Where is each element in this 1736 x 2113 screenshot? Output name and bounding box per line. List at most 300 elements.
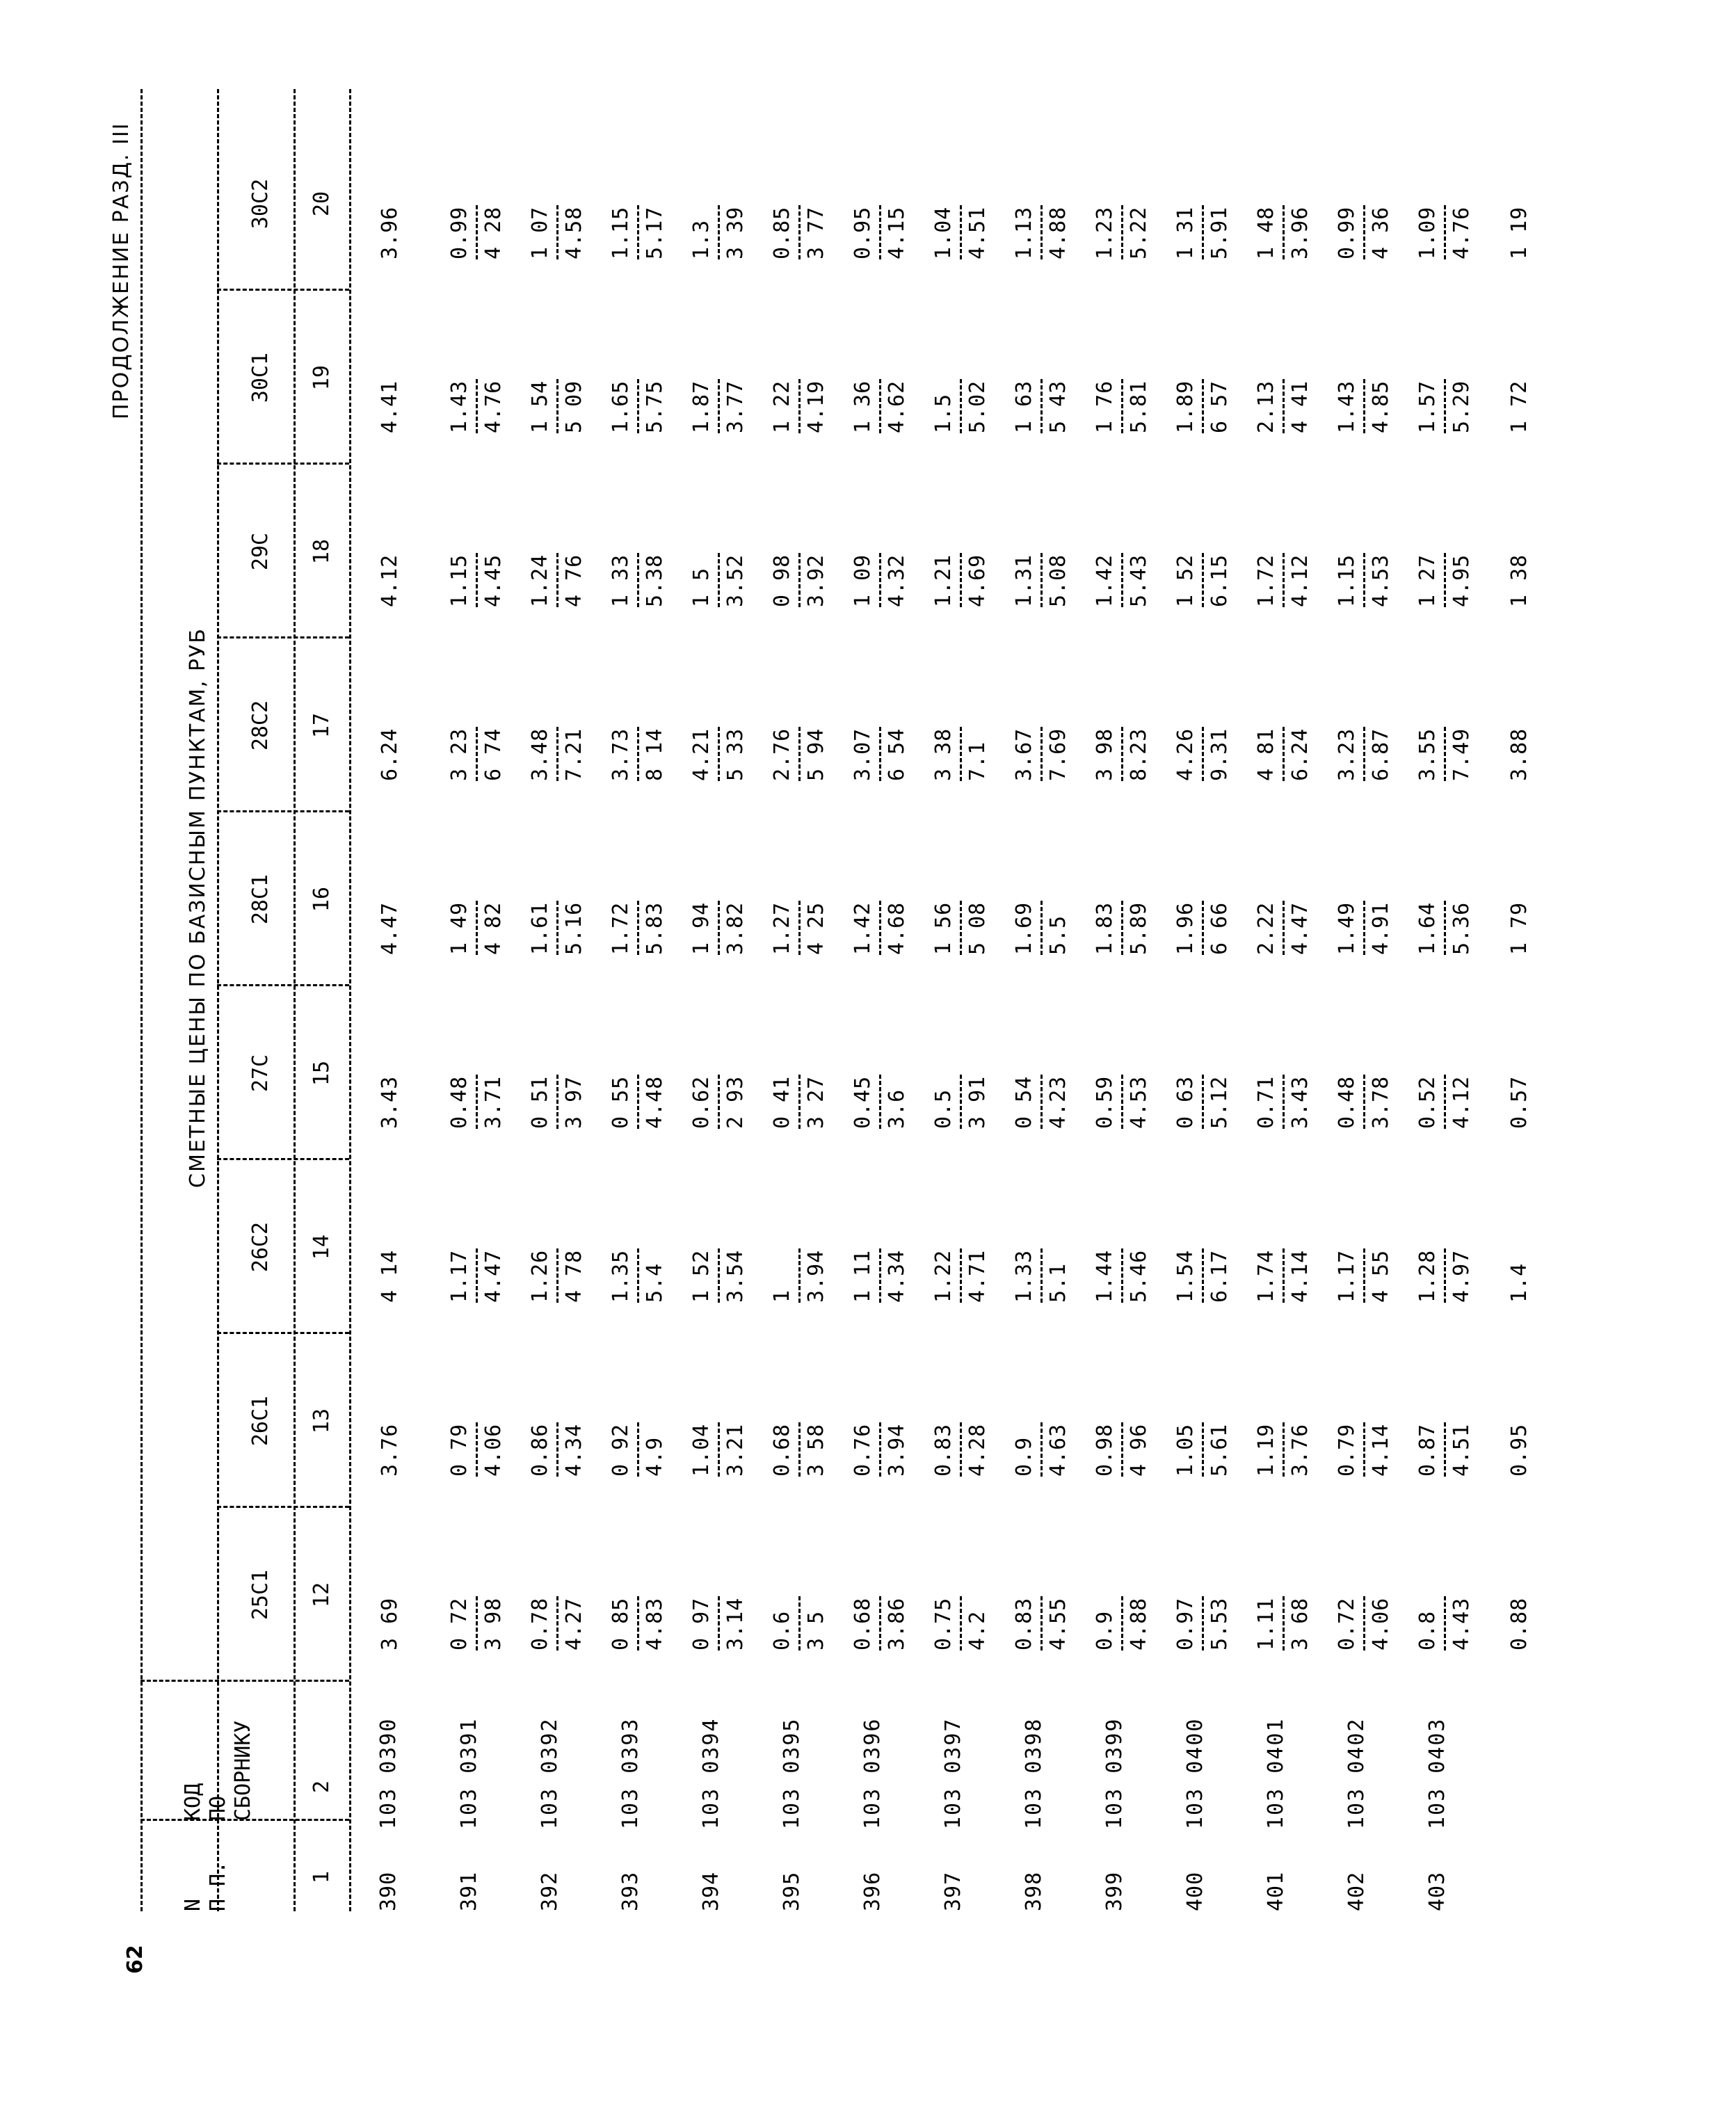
price-value: 0.57: [1507, 1075, 1532, 1129]
price-cell: [448, 1567, 506, 1650]
price-cell: [1508, 1045, 1532, 1129]
value-separator: [1363, 1596, 1365, 1650]
price-value: 0.68: [851, 1597, 875, 1650]
price-value: 1.33: [1012, 1249, 1036, 1303]
price-cell: [1508, 350, 1532, 433]
price-cell: [1508, 871, 1532, 955]
price-value: 0.85: [770, 206, 794, 259]
price-cell: [609, 1393, 667, 1477]
price-value: 4 36: [1369, 206, 1393, 259]
value-separator: [476, 901, 478, 955]
header-rule-top: [140, 89, 143, 1911]
value-separator: [556, 1075, 558, 1129]
price-value: 4.53: [1369, 554, 1393, 607]
value-separator: [1040, 379, 1043, 433]
value-separator: [1202, 1422, 1204, 1477]
price-value: 5.81: [1127, 380, 1151, 433]
price-cell: [1416, 1045, 1474, 1129]
value-separator: [1121, 1596, 1123, 1650]
value-separator: [960, 1248, 962, 1303]
value-separator: [1283, 901, 1285, 955]
value-separator: [718, 1422, 720, 1477]
value-separator: [476, 1422, 478, 1477]
row-code: 103 0399: [1102, 1717, 1127, 1829]
value-separator: [637, 205, 639, 259]
value-separator: [1121, 1248, 1123, 1303]
value-separator: [879, 553, 881, 607]
price-cell: [1093, 1219, 1151, 1303]
column-header: 30С1: [248, 352, 273, 403]
value-separator: [1202, 205, 1204, 259]
price-cell: [932, 176, 990, 259]
price-cell: [932, 350, 990, 433]
price-value: 1.05: [1173, 1423, 1198, 1477]
price-value: 1.19: [1254, 1423, 1278, 1477]
price-value: 4.43: [1449, 1597, 1474, 1650]
price-cell: [851, 1393, 909, 1477]
price-value: 4 55: [1369, 1249, 1393, 1303]
price-value: 3 69: [378, 1597, 402, 1650]
price-value: 6.87: [1369, 728, 1393, 781]
price-value: 4 41: [1288, 380, 1312, 433]
value-separator: [1444, 1248, 1446, 1303]
price-value: 1.74: [1254, 1249, 1278, 1303]
value-separator: [798, 1248, 801, 1303]
value-separator: [476, 1075, 478, 1129]
price-value: 6 54: [885, 728, 909, 781]
price-value: 0 97: [689, 1597, 714, 1650]
price-value: 0 72: [447, 1597, 472, 1650]
price-value: 4.48: [643, 1075, 667, 1129]
value-separator: [879, 901, 881, 955]
price-cell: [690, 1045, 748, 1129]
price-value: 1.23: [1093, 206, 1117, 259]
price-value: 0.95: [1507, 1423, 1532, 1477]
price-value: 5.38: [643, 554, 667, 607]
value-separator: [637, 1075, 639, 1129]
price-value: 3.67: [1012, 728, 1036, 781]
price-value: 4.27: [562, 1597, 586, 1650]
price-value: 4.19: [804, 380, 828, 433]
price-value: 2.76: [770, 728, 794, 781]
price-value: 1.31: [1012, 554, 1036, 607]
price-value: 0.59: [1093, 1075, 1117, 1129]
price-cell: [851, 350, 909, 433]
price-value: 4.06: [481, 1423, 506, 1477]
row-number: 393: [618, 1871, 643, 1911]
value-separator: [1444, 1596, 1446, 1650]
price-value: 1.09: [1415, 206, 1440, 259]
value-separator: [556, 553, 558, 607]
price-value: 0.75: [931, 1597, 956, 1650]
price-value: 3 77: [804, 206, 828, 259]
price-value: 5.36: [1449, 901, 1474, 955]
continuation-title: ПРОДОЛЖЕНИЕ РАЗД. III: [109, 122, 134, 419]
price-value: 0 79: [447, 1423, 472, 1477]
price-cell: [1013, 524, 1070, 607]
price-cell: [609, 524, 667, 607]
value-separator: [1040, 553, 1043, 607]
value-separator: [1283, 205, 1285, 259]
value-separator: [476, 1248, 478, 1303]
price-value: 5.83: [643, 901, 667, 955]
price-cell: [1508, 1567, 1532, 1650]
price-value: 4.21: [689, 728, 714, 781]
value-separator: [960, 901, 962, 955]
price-value: 3 58: [804, 1423, 828, 1477]
price-value: 1.15: [447, 554, 472, 607]
price-cell: [1508, 698, 1532, 781]
value-separator: [1040, 901, 1043, 955]
price-value: 1.49: [1335, 901, 1359, 955]
price-value: 5.29: [1449, 380, 1474, 433]
value-separator: [798, 1075, 801, 1129]
price-value: 4.55: [1046, 1597, 1070, 1650]
price-value: 3.96: [1288, 206, 1312, 259]
price-cell: [932, 871, 990, 955]
row-code: 103 0398: [1022, 1717, 1046, 1829]
price-value: 1 63: [1012, 380, 1036, 433]
price-cell: [771, 1567, 828, 1650]
column-header: 27С: [248, 1054, 273, 1093]
price-value: 5.5: [1046, 915, 1070, 955]
price-value: 4 82: [481, 901, 506, 955]
row-code: 103 0397: [941, 1717, 965, 1829]
price-value: 3.88: [1507, 728, 1532, 781]
row-number: 391: [457, 1871, 481, 1911]
price-value: 4.88: [1127, 1597, 1151, 1650]
table-title: СМЕТНЫЕ ЦЕНЫ ПО БАЗИСНЫМ ПУНКТАМ, РУБ: [186, 627, 210, 1188]
price-cell: [529, 350, 586, 433]
value-separator: [1121, 1075, 1123, 1129]
price-value: 1.96: [1173, 901, 1198, 955]
value-separator: [798, 1422, 801, 1477]
price-value: 3.52: [723, 554, 748, 607]
price-cell: [690, 698, 748, 781]
row-number: 398: [1022, 1871, 1046, 1911]
price-value: 4 78: [562, 1249, 586, 1303]
price-value: 1.5: [931, 393, 956, 433]
price-value: 1.83: [1093, 901, 1117, 955]
price-cell: [609, 1567, 667, 1650]
value-separator: [879, 1596, 881, 1650]
price-value: 4.51: [1449, 1423, 1474, 1477]
price-cell: [378, 524, 402, 607]
price-value: 0 51: [528, 1075, 552, 1129]
value-separator: [798, 1596, 801, 1650]
price-cell: [609, 350, 667, 433]
price-value: 3 98: [481, 1597, 506, 1650]
price-value: 4.06: [1369, 1597, 1393, 1650]
price-value: 4 76: [562, 554, 586, 607]
value-separator: [637, 1248, 639, 1303]
value-separator: [879, 379, 881, 433]
price-cell: [529, 176, 586, 259]
price-cell: [690, 524, 748, 607]
value-separator: [879, 1422, 881, 1477]
price-value: 0 63: [1173, 1075, 1198, 1129]
column-number: 13: [310, 1408, 334, 1434]
price-cell: [690, 176, 748, 259]
price-value: 0.83: [1012, 1597, 1036, 1650]
price-cell: [851, 1567, 909, 1650]
price-cell: [529, 1219, 586, 1303]
price-value: 0.62: [689, 1075, 714, 1129]
price-cell: [448, 698, 506, 781]
price-value: 4 96: [1127, 1423, 1151, 1477]
price-value: 1 54: [528, 380, 552, 433]
price-cell: [1093, 871, 1151, 955]
price-cell: [1508, 1219, 1532, 1303]
value-separator: [1121, 901, 1123, 955]
value-separator: [556, 379, 558, 433]
price-value: 0 41: [770, 1075, 794, 1129]
value-separator: [1202, 1075, 1204, 1129]
price-value: 4.41: [378, 380, 402, 433]
price-value: 4.47: [378, 901, 402, 955]
price-value: 7.69: [1046, 728, 1070, 781]
price-cell: [690, 871, 748, 955]
price-cell: [1335, 1393, 1393, 1477]
price-value: 4.2: [965, 1610, 990, 1650]
price-cell: [1416, 176, 1474, 259]
price-value: 3.73: [609, 728, 633, 781]
price-cell: [378, 1567, 402, 1650]
price-value: 6.24: [1288, 728, 1312, 781]
price-cell: [1255, 350, 1312, 433]
column-number: 16: [310, 886, 334, 913]
price-value: 1.24: [528, 554, 552, 607]
price-value: 4.34: [562, 1423, 586, 1477]
value-separator: [1363, 1075, 1365, 1129]
column-number: 12: [310, 1582, 334, 1608]
value-separator: [960, 205, 962, 259]
price-value: 0.87: [1415, 1423, 1440, 1477]
price-value: 1 52: [1173, 554, 1198, 607]
value-separator: [556, 901, 558, 955]
price-cell: [448, 1045, 506, 1129]
price-cell: [529, 698, 586, 781]
price-cell: [771, 698, 828, 781]
column-number: 18: [310, 538, 334, 565]
price-value: 4 14: [378, 1249, 402, 1303]
price-value: 1 31: [1173, 206, 1198, 259]
price-value: 0.9: [1012, 1436, 1036, 1477]
value-separator: [556, 1422, 558, 1477]
price-value: 4.95: [1449, 554, 1474, 607]
price-value: 5.89: [1127, 901, 1151, 955]
price-value: 5 33: [723, 728, 748, 781]
value-separator: [1202, 553, 1204, 607]
price-value: 5.16: [562, 901, 586, 955]
price-value: 0.72: [1335, 1597, 1359, 1650]
price-value: 4.23: [1046, 1075, 1070, 1129]
price-cell: [1255, 1567, 1312, 1650]
price-cell: [1416, 1393, 1474, 1477]
value-separator: [960, 1422, 962, 1477]
value-separator: [1202, 379, 1204, 433]
price-value: 4 81: [1254, 728, 1278, 781]
price-value: 5.91: [1207, 206, 1232, 259]
column-number: 17: [310, 712, 334, 739]
price-cell: [1508, 176, 1532, 259]
row-code: 103 0395: [780, 1717, 804, 1829]
price-value: 3.94: [804, 1249, 828, 1303]
price-value: 4.62: [885, 380, 909, 433]
price-cell: [1093, 524, 1151, 607]
price-cell: [771, 1045, 828, 1129]
price-value: 0.48: [1335, 1075, 1359, 1129]
price-value: 0.98: [1093, 1423, 1117, 1477]
value-separator: [1040, 1248, 1043, 1303]
row-code: 103 0402: [1344, 1717, 1369, 1829]
value-separator: [798, 553, 801, 607]
price-value: 5.75: [643, 380, 667, 433]
price-cell: [771, 176, 828, 259]
price-value: 1.21: [931, 554, 956, 607]
price-value: 1.65: [609, 380, 633, 433]
price-value: 3.76: [1288, 1423, 1312, 1477]
price-cell: [1174, 176, 1232, 259]
row-code: 103 0393: [618, 1717, 643, 1829]
price-value: 6.15: [1207, 554, 1232, 607]
price-value: 1 33: [609, 554, 633, 607]
value-separator: [960, 379, 962, 433]
value-separator: [718, 901, 720, 955]
price-cell: [1255, 698, 1312, 781]
price-value: 3.96: [378, 206, 402, 259]
price-value: 1.13: [1012, 206, 1036, 259]
price-value: 1.44: [1093, 1249, 1117, 1303]
row-number: 400: [1183, 1871, 1207, 1911]
price-value: 1.28: [1415, 1249, 1440, 1303]
price-value: 4.88: [1046, 206, 1070, 259]
price-value: 0.9: [1093, 1610, 1117, 1650]
price-value: 2.22: [1254, 901, 1278, 955]
value-separator: [556, 1596, 558, 1650]
price-value: 0.6: [770, 1610, 794, 1650]
price-value: 5 43: [1046, 380, 1070, 433]
price-cell: [851, 698, 909, 781]
price-value: 0.88: [1507, 1597, 1532, 1650]
price-value: 4.47: [481, 1249, 506, 1303]
price-value: 1 79: [1507, 901, 1532, 955]
price-value: 1.69: [1012, 901, 1036, 955]
price-cell: [1416, 350, 1474, 433]
price-cell: [1255, 524, 1312, 607]
value-separator: [476, 379, 478, 433]
value-separator: [1283, 1422, 1285, 1477]
value-separator: [1363, 1422, 1365, 1477]
price-value: 1 27: [1415, 554, 1440, 607]
value-separator: [798, 379, 801, 433]
price-value: 4.12: [1288, 554, 1312, 607]
price-value: 4.9: [643, 1436, 667, 1477]
price-cell: [851, 1045, 909, 1129]
price-value: 1.27: [770, 901, 794, 955]
value-separator: [960, 1075, 962, 1129]
price-cell: [1013, 871, 1070, 955]
price-cell: [771, 871, 828, 955]
price-value: 1 94: [689, 901, 714, 955]
price-cell: [378, 350, 402, 433]
price-value: 1.87: [689, 380, 714, 433]
price-value: 4.71: [965, 1249, 990, 1303]
price-cell: [851, 1219, 909, 1303]
price-value: 1.15: [609, 206, 633, 259]
price-cell: [448, 524, 506, 607]
price-cell: [1013, 1045, 1070, 1129]
price-cell: [1416, 698, 1474, 781]
price-value: 1.11: [1254, 1597, 1278, 1650]
value-separator: [1363, 379, 1365, 433]
value-separator: [637, 553, 639, 607]
price-cell: [1093, 1567, 1151, 1650]
price-value: 1.42: [851, 901, 875, 955]
value-separator: [1040, 205, 1043, 259]
price-value: 1 5: [689, 567, 714, 607]
price-cell: [1335, 871, 1393, 955]
price-value: 1 52: [689, 1249, 714, 1303]
value-separator: [1202, 901, 1204, 955]
price-value: 5.12: [1207, 1075, 1232, 1129]
price-value: 2 93: [723, 1075, 748, 1129]
price-value: 3.94: [885, 1423, 909, 1477]
value-separator: [637, 901, 639, 955]
price-value: 7.49: [1449, 728, 1474, 781]
value-separator: [1283, 379, 1285, 433]
price-cell: [609, 1045, 667, 1129]
value-separator: [1121, 553, 1123, 607]
price-value: 8 14: [643, 728, 667, 781]
price-value: 5.61: [1207, 1423, 1232, 1477]
price-cell: [1174, 1393, 1232, 1477]
value-separator: [1444, 1422, 1446, 1477]
column-number: 14: [310, 1234, 334, 1260]
price-cell: [690, 1219, 748, 1303]
price-value: 1.43: [447, 380, 472, 433]
price-cell: [1013, 176, 1070, 259]
column-header: 26С1: [248, 1395, 273, 1447]
price-value: 7.1: [965, 741, 990, 781]
header-n-pp: N П П.: [181, 1861, 230, 1911]
value-separator: [1283, 553, 1285, 607]
price-value: 6 57: [1207, 380, 1232, 433]
price-value: 4.58: [562, 206, 586, 259]
value-separator: [1363, 1248, 1365, 1303]
price-cell: [1335, 1045, 1393, 1129]
column-header: 28С2: [248, 700, 273, 751]
price-cell: [1093, 350, 1151, 433]
price-cell: [1174, 698, 1232, 781]
price-value: 5.08: [1046, 554, 1070, 607]
price-value: 0 98: [770, 554, 794, 607]
price-value: 4.76: [481, 380, 506, 433]
value-separator: [718, 1596, 720, 1650]
price-cell: [1013, 1219, 1070, 1303]
price-cell: [1093, 1045, 1151, 1129]
price-value: 1.35: [609, 1249, 633, 1303]
column-header: 28С1: [248, 874, 273, 925]
price-value: 0.83: [931, 1423, 956, 1477]
price-value: 0.5: [931, 1088, 956, 1129]
price-value: 1 76: [1093, 380, 1117, 433]
price-cell: [529, 524, 586, 607]
price-value: 3.55: [1415, 728, 1440, 781]
price-value: 1.4: [1507, 1262, 1532, 1303]
price-cell: [1335, 1567, 1393, 1650]
price-value: 1.17: [447, 1249, 472, 1303]
